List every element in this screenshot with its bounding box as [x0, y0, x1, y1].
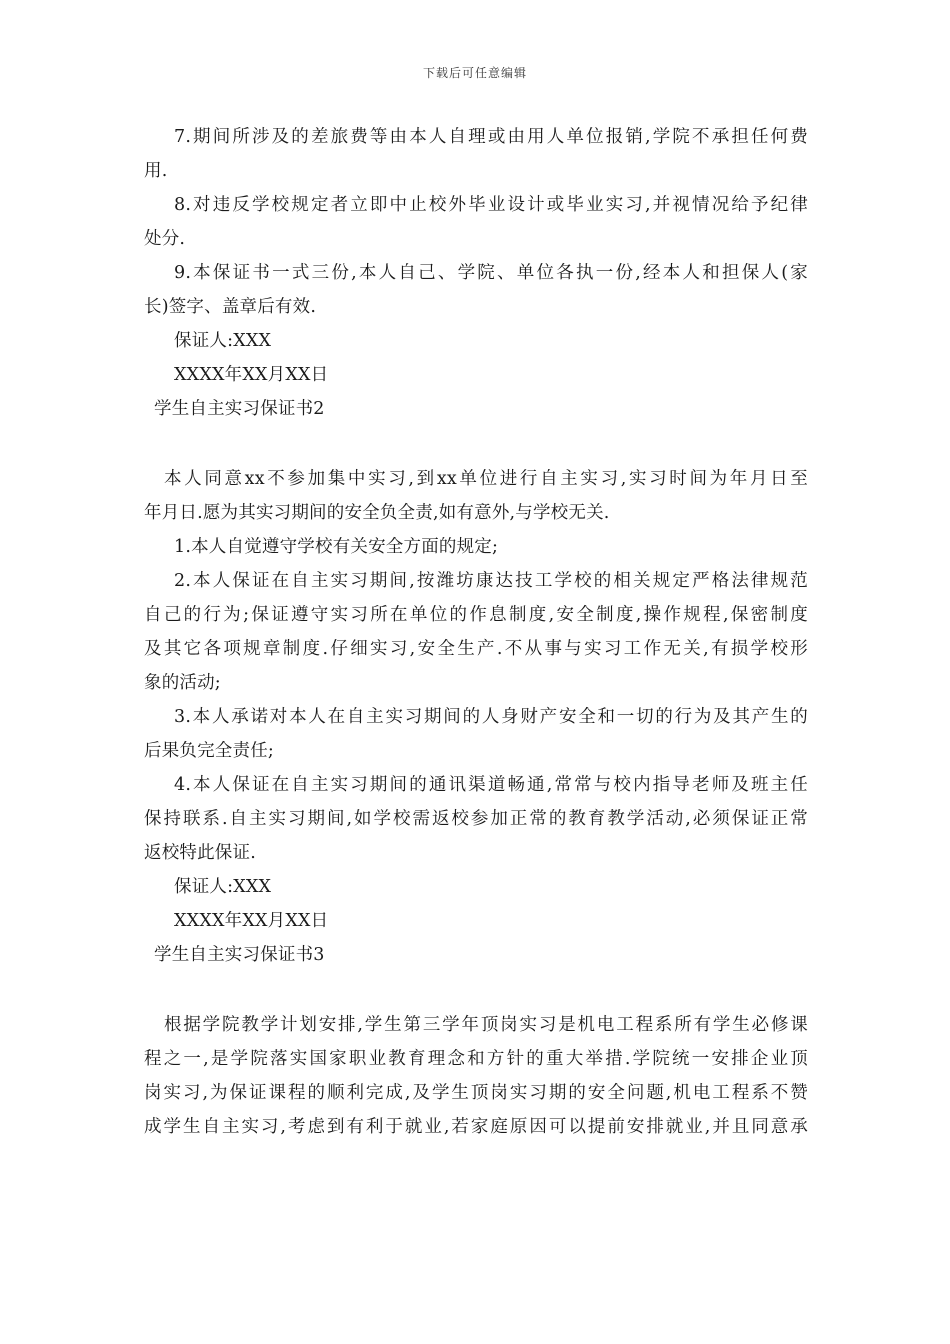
section-title: 学生自主实习保证书3 [154, 945, 325, 965]
section-2 [144, 392, 808, 938]
clause-9-line-1: 9.本保证书一式三份,本人自己、学院、单位各执一份,经本人和担保人(家 [174, 263, 808, 283]
clause-2-line-3: 及其它各项规章制度.仔细实习,安全生产.不从事与实习工作无关,有损学校形 [144, 639, 808, 659]
clause-2-line-2: 自己的行为;保证遵守实习所在单位的作息制度,安全制度,操作规程,保密制度 [144, 605, 808, 625]
guarantor-signature: 保证人:XXX [174, 331, 272, 351]
clause-1: 1.本人自觉遵守学校有关安全方面的规定; [174, 537, 499, 557]
clause-8-line-1: 8.对违反学校规定者立即中止校外毕业设计或毕业实习,并视情况给予纪律 [174, 195, 808, 215]
clause-9-line-2: 长)签字、盖章后有效. [144, 297, 317, 317]
section-title: 学生自主实习保证书2 [154, 399, 325, 419]
spacer [144, 426, 808, 462]
clause-2-line-4: 象的活动; [144, 673, 221, 693]
paragraph-line-4: 成学生自主实习,考虑到有利于就业,若家庭原因可以提前安排就业,并且同意承 [144, 1117, 808, 1137]
paragraph-line-1: 根据学院教学计划安排,学生第三学年顶岗实习是机电工程系所有学生必修课 [164, 1015, 808, 1035]
intro-line-2: 年月日.愿为其实习期间的安全负全责,如有意外,与学校无关. [144, 503, 610, 523]
spacer [144, 972, 808, 1008]
clause-7-line-1: 7.期间所涉及的差旅费等由本人自理或由用人单位报销,学院不承担任何费 [174, 127, 808, 147]
clause-3-line-2: 后果负完全责任; [144, 741, 274, 761]
clause-3-line-1: 3.本人承诺对本人在自主实习期间的人身财产安全和一切的行为及其产生的 [174, 707, 808, 727]
clause-7-line-2: 用. [144, 161, 168, 181]
section-3 [144, 938, 808, 1144]
clause-4-line-2: 保持联系.自主实习期间,如学校需返校参加正常的教育教学活动,必须保证正常 [144, 809, 808, 829]
paragraph-line-3: 岗实习,为保证课程的顺利完成,及学生顶岗实习期的安全问题,机电工程系不赞 [144, 1083, 808, 1103]
signature-date: XXXX年XX月XX日 [174, 365, 329, 385]
document-body [144, 120, 808, 1144]
guarantor-signature: 保证人:XXX [174, 877, 272, 897]
clause-4-line-3: 返校特此保证. [144, 843, 256, 863]
signature-date: XXXX年XX月XX日 [174, 911, 329, 931]
clause-8-line-2: 处分. [144, 229, 186, 249]
clause-4-line-1: 4.本人保证在自主实习期间的通讯渠道畅通,常常与校内指导老师及班主任 [174, 775, 808, 795]
section-1 [144, 120, 808, 392]
clause-2-line-1: 2.本人保证在自主实习期间,按潍坊康达技工学校的相关规定严格法律规范 [174, 571, 808, 591]
intro-line-1: 本人同意xx不参加集中实习,到xx单位进行自主实习,实习时间为年月日至 [164, 469, 808, 489]
paragraph-line-2: 程之一,是学院落实国家职业教育理念和方针的重大举措.学院统一安排企业顶 [144, 1049, 808, 1069]
page-header: 下载后可任意编辑 [422, 66, 527, 80]
